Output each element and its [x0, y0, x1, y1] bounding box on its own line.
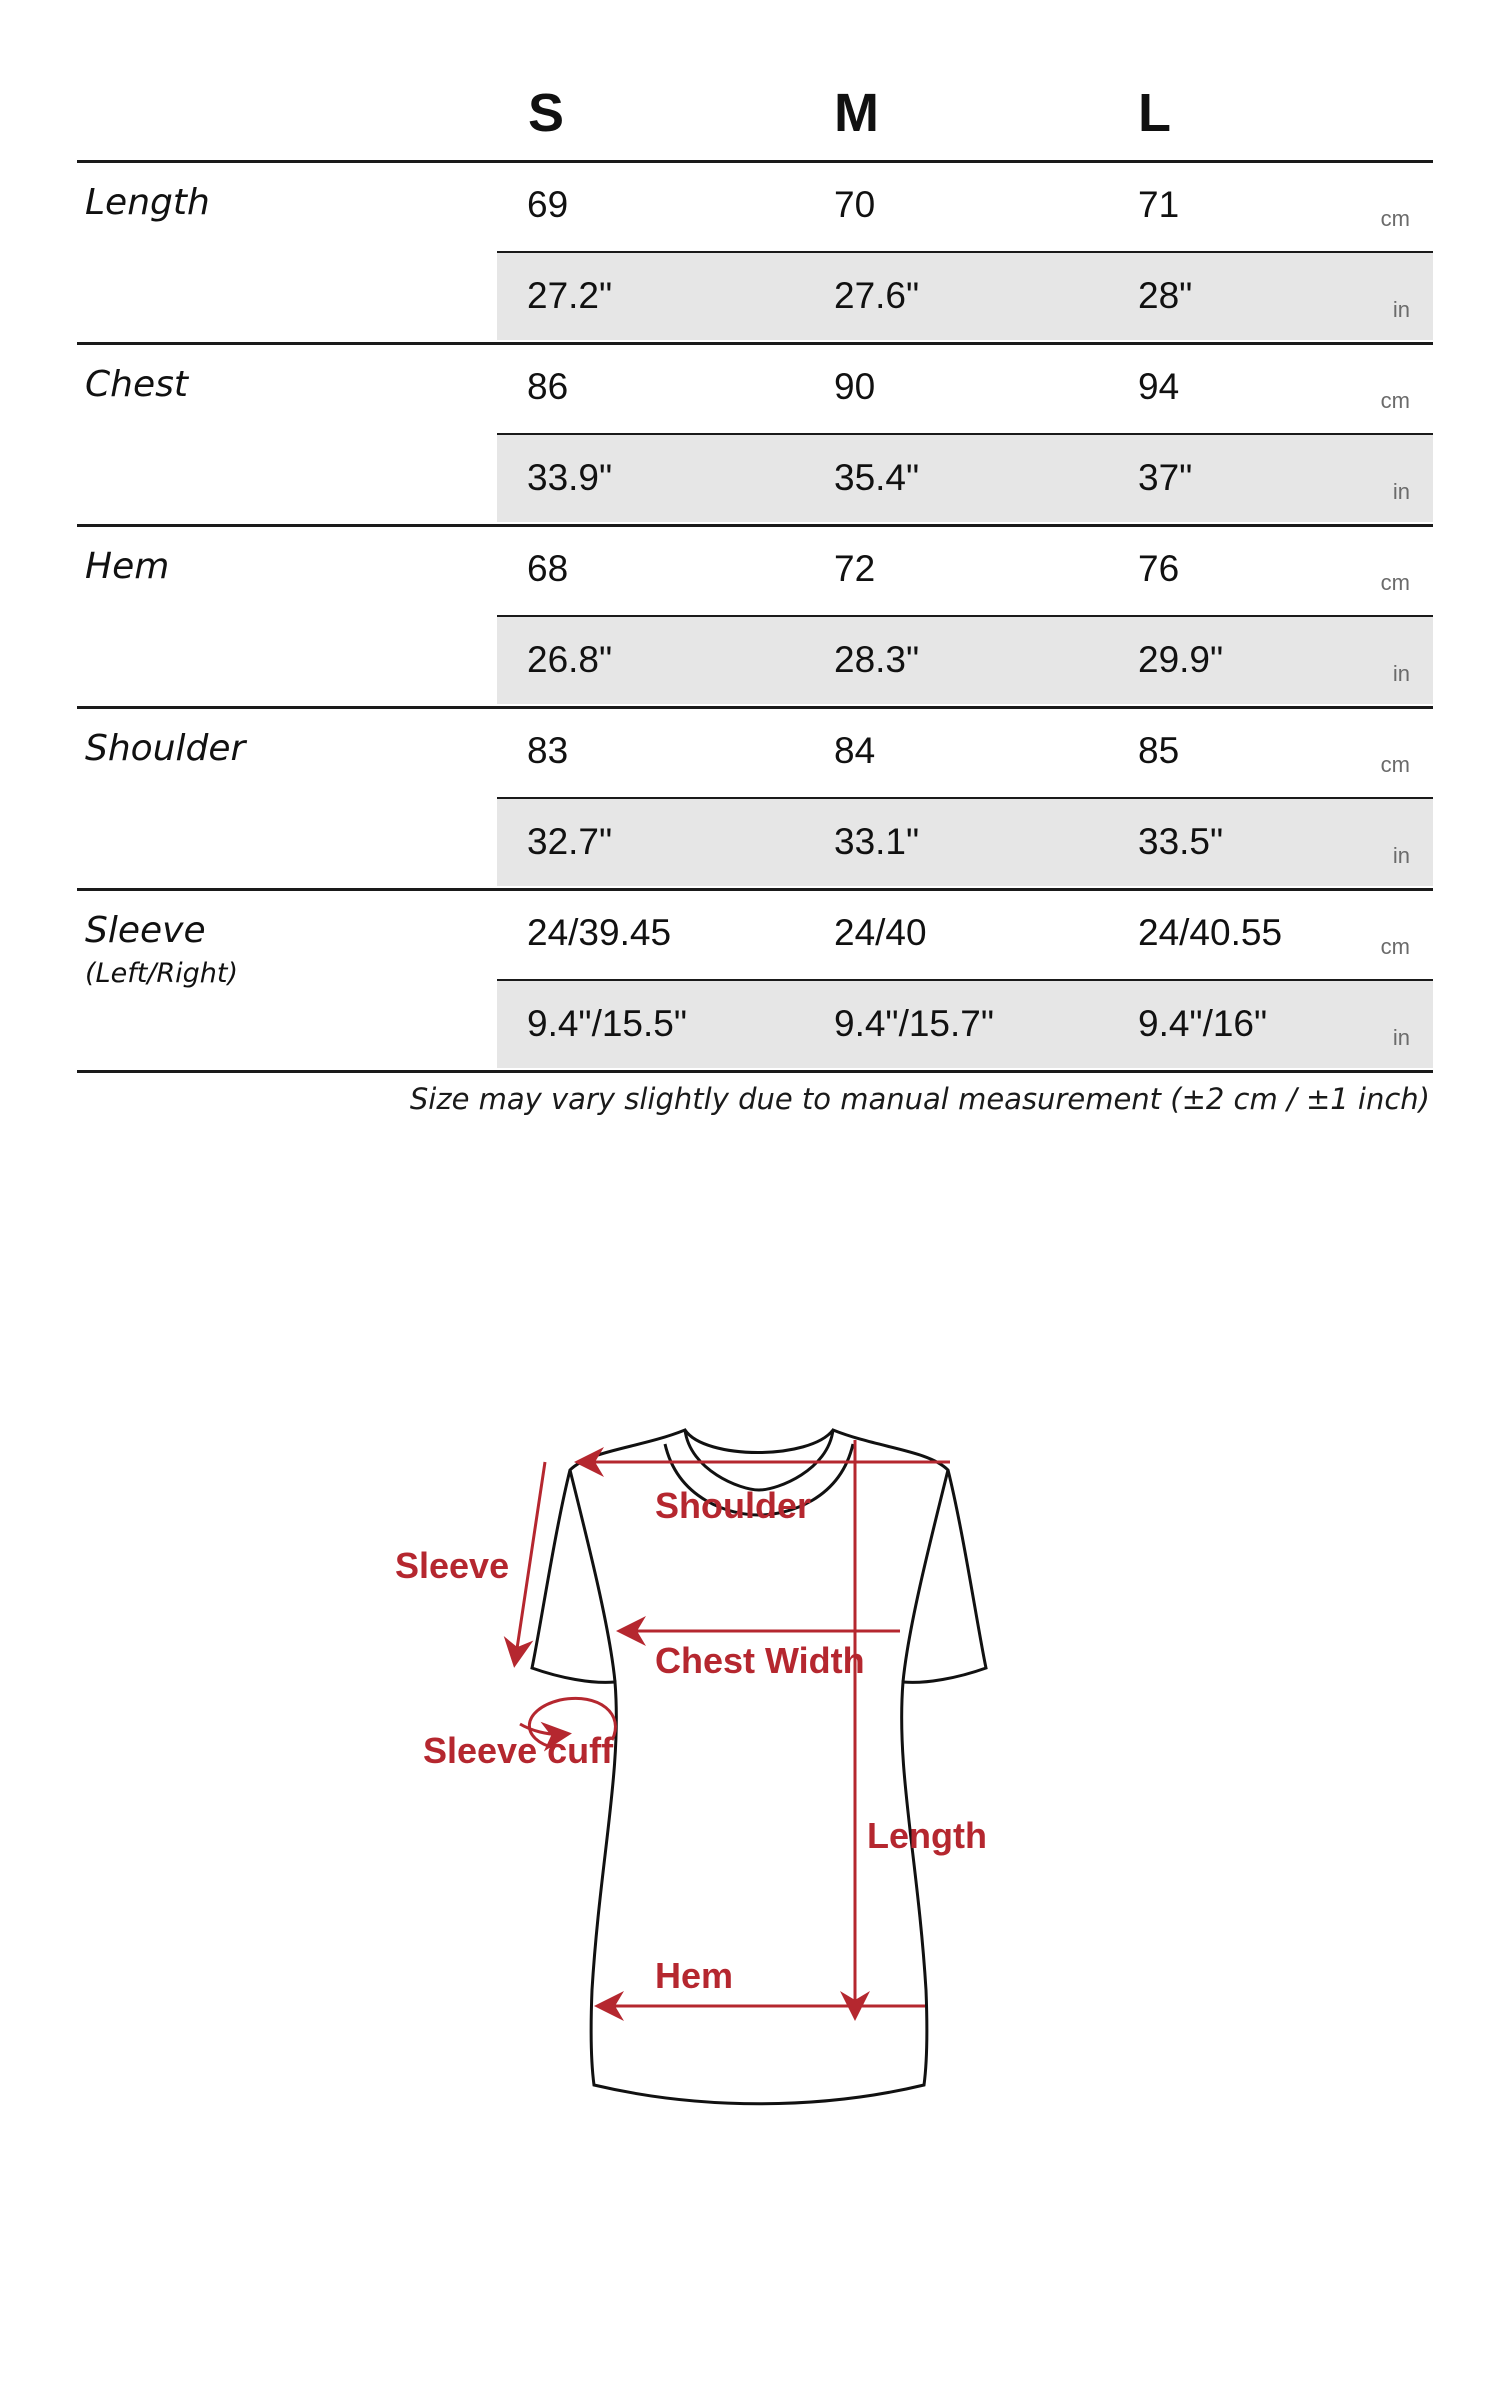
- row-hem-inch-band: [497, 616, 1433, 704]
- unit-sleeve-cm: cm: [1380, 934, 1410, 959]
- cell-sleeve-s-cm: 24/39.45: [527, 912, 672, 953]
- row-label-hem: Hem: [85, 546, 170, 587]
- unit-length-cm: cm: [1380, 206, 1410, 231]
- row-label-chest: Chest: [85, 364, 188, 405]
- unit-shoulder-cm: cm: [1380, 752, 1410, 777]
- label-length: Length: [867, 1815, 987, 1856]
- tshirt-measurement-diagram: [0, 1300, 1500, 2200]
- cell-length-s-in: 27.2": [527, 275, 613, 316]
- cell-hem-m-in: 28.3": [834, 639, 920, 680]
- label-hem: Hem: [655, 1955, 734, 1996]
- unit-shoulder-in: in: [1392, 843, 1410, 868]
- row-hem-bottom-rule: [77, 706, 1433, 709]
- row-shoulder-inch-band: [497, 798, 1433, 886]
- row-chest-inch-band: [497, 434, 1433, 522]
- row-length-inch-band: [497, 252, 1433, 340]
- row-chest-bottom-rule: [77, 524, 1433, 527]
- cell-length-m-in: 27.6": [834, 275, 920, 316]
- cell-hem-m-cm: 72: [834, 548, 876, 589]
- cell-shoulder-m-cm: 84: [834, 730, 876, 771]
- cell-chest-l-cm: 94: [1138, 366, 1180, 407]
- label-sleeve-cuff: Sleeve cuff: [423, 1730, 614, 1771]
- label-shoulder: Shoulder: [655, 1485, 812, 1526]
- unit-chest-in: in: [1392, 479, 1410, 504]
- size-chart-table: [0, 0, 1500, 1130]
- cell-sleeve-m-in: 9.4"/15.7": [834, 1003, 994, 1044]
- row-label-length: Length: [85, 182, 210, 223]
- unit-sleeve-in: in: [1392, 1025, 1410, 1050]
- cell-hem-s-cm: 68: [527, 548, 569, 589]
- size-header-s: S: [528, 83, 565, 143]
- size-header-m: M: [834, 83, 879, 143]
- row-label-sleeve: Sleeve: [85, 910, 206, 951]
- cell-shoulder-s-in: 32.7": [527, 821, 613, 862]
- cell-chest-l-in: 37": [1138, 457, 1193, 498]
- cell-sleeve-l-cm: 24/40.55: [1138, 912, 1283, 953]
- row-length-divider: [497, 251, 1433, 253]
- unit-hem-cm: cm: [1380, 570, 1410, 595]
- row-length-bottom-rule: [77, 342, 1433, 345]
- tshirt-outline-icon: [0, 1300, 1500, 2200]
- unit-length-in: in: [1392, 297, 1410, 322]
- row-shoulder-bottom-rule: [77, 888, 1433, 891]
- cell-chest-s-in: 33.9": [527, 457, 613, 498]
- row-label-shoulder: Shoulder: [85, 728, 246, 769]
- row-sleeve-bottom-rule: [77, 1070, 1433, 1073]
- cell-shoulder-m-in: 33.1": [834, 821, 920, 862]
- row-chest-divider: [497, 433, 1433, 435]
- cell-hem-l-in: 29.9": [1138, 639, 1224, 680]
- cell-length-l-in: 28": [1138, 275, 1193, 316]
- label-chest-width: Chest Width: [655, 1640, 865, 1681]
- label-sleeve: Sleeve: [395, 1545, 510, 1586]
- table-top-rule: [77, 160, 1433, 163]
- unit-chest-cm: cm: [1380, 388, 1410, 413]
- measurement-note: Size may vary slightly due to manual measurement (±2 cm / ±1 inch): [409, 1082, 1430, 1116]
- row-sublabel-sleeve: (Left/Right): [85, 958, 239, 989]
- cell-hem-s-in: 26.8": [527, 639, 613, 680]
- cell-shoulder-l-in: 33.5": [1138, 821, 1224, 862]
- cell-hem-l-cm: 76: [1138, 548, 1180, 589]
- cell-sleeve-l-in: 9.4"/16": [1138, 1003, 1268, 1044]
- cell-chest-m-in: 35.4": [834, 457, 920, 498]
- cell-sleeve-s-in: 9.4"/15.5": [527, 1003, 687, 1044]
- cell-chest-s-cm: 86: [527, 366, 569, 407]
- cell-shoulder-l-cm: 85: [1138, 730, 1180, 771]
- cell-shoulder-s-cm: 83: [527, 730, 569, 771]
- cell-sleeve-m-cm: 24/40: [834, 912, 927, 953]
- cell-length-m-cm: 70: [834, 184, 876, 225]
- row-sleeve-divider: [497, 979, 1433, 981]
- size-header-l: L: [1138, 83, 1171, 143]
- cell-length-l-cm: 71: [1138, 184, 1180, 225]
- cell-length-s-cm: 69: [527, 184, 569, 225]
- row-hem-divider: [497, 615, 1433, 617]
- unit-hem-in: in: [1392, 661, 1410, 686]
- cell-chest-m-cm: 90: [834, 366, 876, 407]
- row-shoulder-divider: [497, 797, 1433, 799]
